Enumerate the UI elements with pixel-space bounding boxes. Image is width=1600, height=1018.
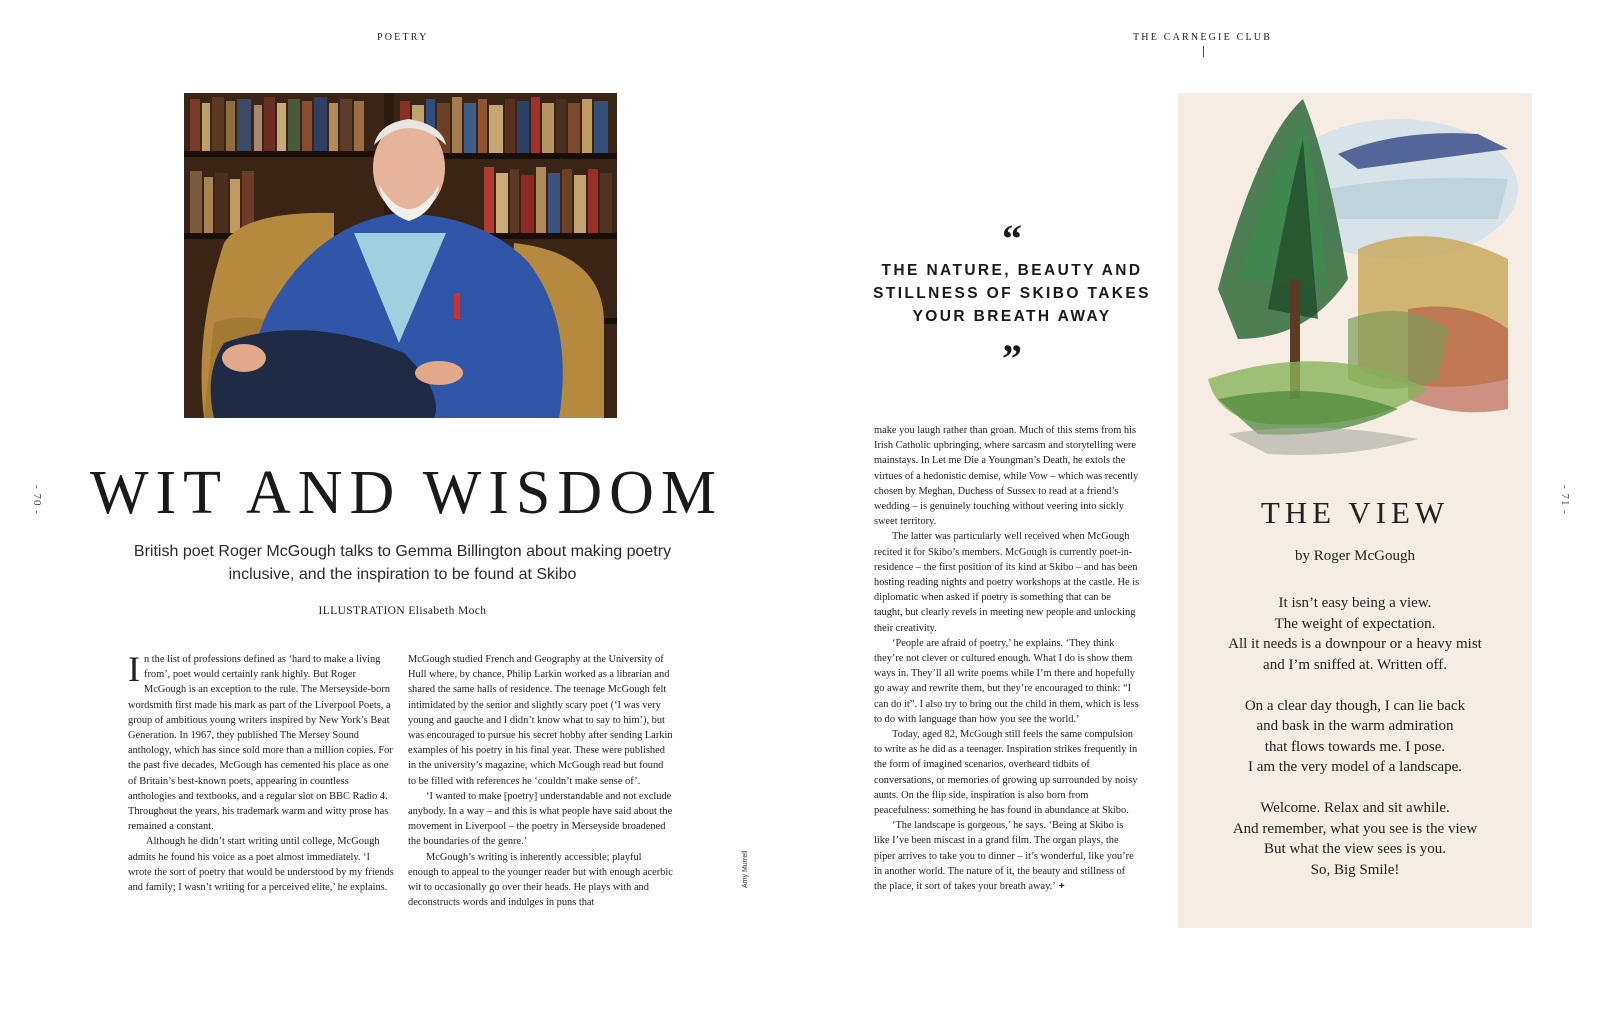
article-column-1 [128,649,394,895]
watercolour-tree-illustration [1178,79,1532,479]
poem-line: I am the very model of a landscape. [1247,759,1463,775]
article-headline: WIT AND WISDOM [90,459,724,527]
poem-stanza [1178,798,1532,880]
poem-line: It isn’t easy being a view. [1278,595,1432,611]
photo-credit: Amy Murrell [742,850,749,888]
paragraph [128,649,394,834]
poem-line: that flows towards me. I pose. [1264,738,1446,755]
poem-line: All it needs is a downpour or a heavy mist [1228,636,1482,652]
paragraph-text: ‘The landscape is gorgeous,’ he says. ‘Being at Skibo is like I’ve been miscast in a grand film. The organ plays, the piper arrives to take you to dinner – it’s wonderful, like you’re in another world. The nature of it, the beauty and stillness of the place, it sort of takes your breath away.’ [874,820,1134,893]
illustration-credit: ILLUSTRATION Elisabeth Moch [318,605,487,617]
page-number-right: - 71 - [1558,485,1571,515]
poem-title: THE VIEW [1260,495,1450,530]
poem-line: And remember, what you see is the view [1232,820,1478,837]
poem-line: So, Big Smile! [1310,861,1400,878]
open-quote-mark: “ [1002,216,1022,261]
page-number-left: - 70 - [30,485,43,515]
article-standfirst: British poet Roger McGough talks to Gemma Billington about making poetry inclusive, and the inspiration to be found at Skibo [133,543,672,583]
poem-line: But what the view sees is you. [1263,841,1447,857]
paragraph: McGough studied French and Geography at the University of Hull where, by chance, Philip Larkin worked as a librarian and shared the same halls of residence. The teenage McGough felt intimidated by the senior and slightly scary poet (‘I was very young and gauche and I didn’t know what to say to him’), but was encouraged to pursue his secret hobby after sending Larkin examples of his poetry in his final year. These were published in the university’s magazine, which McGough read but found to be filled with references he ‘couldn’t make sense of’. [408,654,673,787]
paragraph [874,818,1140,894]
header-divider [1203,46,1204,57]
paragraph: Although he didn’t start writing until college, McGough admits he found his voice as a poet almost immediately. ‘I wrote the sort of poetry that would be understood by my friends and family; I wasn’t writing for a perceived elite,’ he explains. [128,836,394,894]
paragraph: ‘I wanted to make [poetry] understandable and not exclude anybody. In a way – and this is what people have said about the movement in Liverpool – the poetry in Merseyside broadened the boundaries of the genre.’ [408,790,673,848]
section-label-poetry: POETRY [377,32,429,43]
paragraph: The latter was particularly well received when McGough recited it for Skibo’s members. McGough is currently poet-in-residence – the first position of its kind at Skibo – and has been hosting reading nights and poetry workshops at the castle. He is diplomatic when asked if poetry is something that can be taught, but clearly revels in meeting new people and unlocking their creativity. [874,531,1140,634]
article-column-3 [874,423,1140,894]
poem-line: and I’m sniffed at. Written off. [1263,656,1447,673]
portrait-photo [184,93,617,418]
portrait-illustration [184,93,617,418]
paragraph: make you laugh rather than groan. Much of this stems from his Irish Catholic upbringing, where sarcasm and storytelling were mainstays. In Let me Die a Youngman’s Death, he extols the virtues of a hedonistic demise, while Vow – which was recently chosen by Meghan, Duchess of Sussex to read at a friend’s wedding – is genuinely touching without veering into sickly sweet territory. [874,425,1139,528]
pull-quote: THE NATURE, BEAUTY AND STILLNESS OF SKIBO TAKES YOUR BREATH AWAY [873,262,1151,325]
poem-line: The weight of expectation. [1274,615,1436,632]
poem-line: and bask in the warm admiration [1256,718,1454,734]
poem-stanza [1178,593,1532,675]
poem-panel [1178,93,1532,928]
paragraph: McGough’s writing is inherently accessible; playful enough to appeal to the younger reader but with enough acerbic wit to occasionally go over their heads. He plays with and deconstructs words and indulges in puns that [408,851,673,909]
poem-stanza [1178,696,1532,778]
section-label-magazine: THE CARNEGIE CLUB [1133,32,1273,43]
paragraph-text: n the list of professions defined as ‘hard to make a living from’, poet would certainly rank highly. But Roger McGough is an exception to the rule. The Merseyside-born wordsmith first made his mark as part of the Liverpool Poets, a group of ambitious young writers inspired by New York’s Beat Generation. In 1967, they published The Mersey Sound anthology, which has since sold more than a million copies. For the past five decades, McGough has cemented his place as one of Britain’s best-known poets, appearing in countless anthologies and textbooks, and a regular slot on BBC Radio 4. Throughout the years, his trademark warm and witty prose has remained a constant. [128,654,393,833]
article-column-2 [408,652,674,910]
close-quote-mark: ” [1002,336,1022,381]
poem-line: On a clear day though, I can lie back [1244,697,1466,714]
paragraph: Today, aged 82, McGough still feels the same compulsion to write as he did as a teenager. Inspiration strikes frequently in the form of imagined scenarios, overheard tidbits of conversations, or memories of growing up surrounded by noisy aunts. On the flip side, inspiration is also born from peacefulness: something he has found in abundance at Skibo. [874,729,1138,817]
poem-line: Welcome. Relax and sit awhile. [1260,800,1450,816]
poem-body [1178,593,1532,901]
drop-cap: I [128,649,140,689]
end-mark: + [1058,881,1065,893]
poem-author: by Roger McGough [1295,548,1415,564]
paragraph: ‘People are afraid of poetry,’ he explains. ‘They think they’re not clever or cultured enough. What I do is show them ways in. They’ll all write poems while I’m there and hopefully go away and rewrite them, but they’re encouraged to think: “I can do it”. I also try to bring out the child in them, which is less to do with language than how you see the world.’ [874,637,1139,725]
